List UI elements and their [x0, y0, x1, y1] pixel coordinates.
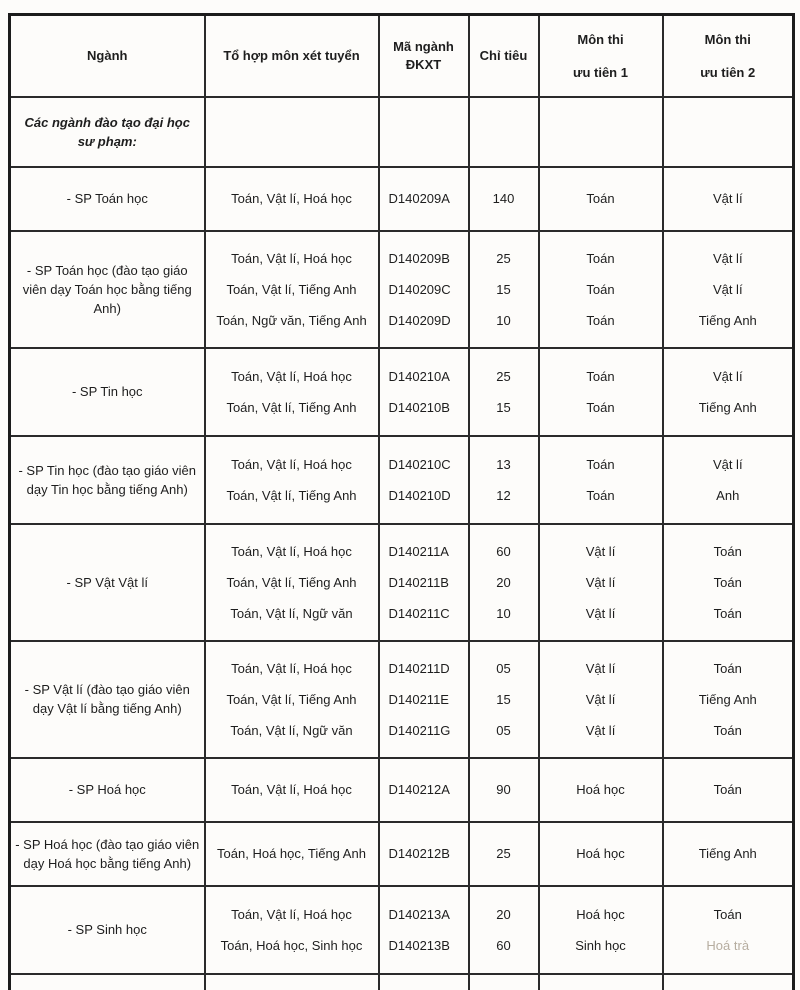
value-chi-tieu: 60 [496, 543, 511, 559]
value-ma-nganh: D140211G [388, 722, 451, 738]
cell-chi-tieu [469, 436, 539, 524]
value-chi-tieu: 25 [496, 368, 511, 384]
value-chi-tieu: 25 [496, 250, 511, 266]
cell-nganh [10, 758, 205, 822]
value-to-hop: Toán, Vật lí, Tiếng Anh [226, 399, 357, 415]
value-to-hop: Toán, Vật lí, Tiếng Anh [226, 691, 357, 707]
value-ma-nganh: D140209D [388, 312, 451, 328]
value-chi-tieu: 60 [496, 937, 511, 953]
value-uu-tien-2: Vật lí [712, 368, 743, 384]
cell-chi-tieu [469, 524, 539, 641]
value-uu-tien-1: Vật lí [585, 660, 616, 676]
value-to-hop: Toán, Vật lí, Hoá học [231, 782, 352, 797]
value-uu-tien-2: Toán [713, 782, 742, 797]
header-line: ưu tiên 2 [700, 64, 756, 80]
section-sp-vat-li [10, 524, 794, 641]
cell-chi-tieu [469, 167, 539, 231]
nganh-label: - SP Toán học [66, 191, 148, 206]
cell-ma-nganh [379, 524, 469, 641]
value-to-hop: Toán, Hoá học, Sinh học [220, 937, 363, 953]
value-uu-tien-2: Toán [713, 574, 742, 590]
cell-to-hop [205, 974, 379, 990]
cell-uu-tien-1 [539, 886, 663, 974]
cell-uu-tien-1 [539, 758, 663, 822]
value-ma-nganh: D140212B [388, 846, 450, 861]
col-header-chi-tieu [469, 15, 539, 97]
cell-ma-nganh [379, 758, 469, 822]
cell-nganh [10, 886, 205, 974]
cell-uu-tien-1 [539, 974, 663, 990]
cell-nganh [10, 97, 205, 167]
cell-to-hop [205, 641, 379, 758]
cell-ma-nganh [379, 348, 469, 436]
value-uu-tien-1: Hoá học [576, 846, 625, 861]
value-to-hop: Toán, Ngữ văn, Tiếng Anh [216, 312, 367, 328]
cell-uu-tien-2 [663, 974, 794, 990]
cell-uu-tien-2 [663, 886, 794, 974]
admissions-table [8, 13, 795, 990]
nganh-label: - SP Toán học (đào tạo giáo viên dạy Toán học bằng tiếng Anh) [22, 262, 192, 316]
nganh-label: - SP Vật lí (đào tạo giáo viên dạy Vật lí bằng tiếng Anh) [24, 682, 190, 716]
value-to-hop: Toán, Vật lí, Hoá học [231, 456, 352, 472]
cell-chi-tieu [469, 974, 539, 990]
section-sp-tin-hoc [10, 348, 794, 436]
cell-uu-tien-2 [663, 641, 794, 758]
value-ma-nganh: D140209B [388, 250, 450, 266]
section-partial-next-row [10, 974, 794, 990]
value-uu-tien-2: Vật lí [712, 191, 743, 206]
cell-ma-nganh [379, 641, 469, 758]
col-header-nganh [10, 15, 205, 97]
cell-nganh [10, 436, 205, 524]
value-uu-tien-2: Tiếng Anh [698, 312, 757, 328]
value-ma-nganh: D140210C [388, 456, 451, 472]
value-to-hop: Toán, Vật lí, Hoá học [231, 906, 352, 922]
value-to-hop: Toán, Vật lí, Tiếng Anh [226, 281, 357, 297]
nganh-label: - SP Sinh học [67, 922, 147, 937]
nganh-label: - SP Hoá học [68, 782, 146, 797]
section-group-header [10, 97, 794, 167]
value-uu-tien-2: Toán [713, 906, 742, 922]
cell-nganh [10, 524, 205, 641]
nganh-label: - SP Tin học [71, 384, 143, 399]
value-ma-nganh: D140211C [388, 605, 450, 621]
cell-to-hop [205, 436, 379, 524]
section-sp-toan-hoc-tieng-anh [10, 231, 794, 348]
value-uu-tien-2: Toán [713, 605, 742, 621]
value-uu-tien-1: Toán [586, 487, 615, 503]
value-to-hop: Toán, Vật lí, Ngữ văn [230, 722, 353, 738]
cell-nganh [10, 231, 205, 348]
cell-to-hop [205, 167, 379, 231]
value-to-hop: Toán, Vật lí, Tiếng Anh [226, 487, 357, 503]
header-line: Tổ hợp môn xét tuyển [223, 47, 360, 63]
cell-uu-tien-2 [663, 231, 794, 348]
cell-uu-tien-1 [539, 97, 663, 167]
cell-uu-tien-1 [539, 436, 663, 524]
cell-ma-nganh [379, 436, 469, 524]
value-uu-tien-2: Toán [713, 660, 742, 676]
value-uu-tien-1: Vật lí [585, 543, 616, 559]
value-uu-tien-1: Vật lí [585, 574, 616, 590]
section-sp-hoa-hoc-tieng-anh [10, 822, 794, 886]
cell-uu-tien-1 [539, 822, 663, 886]
value-uu-tien-1: Hoá học [576, 782, 625, 797]
value-uu-tien-1: Vật lí [585, 605, 616, 621]
value-chi-tieu: 90 [496, 782, 511, 797]
value-chi-tieu: 15 [496, 691, 511, 707]
col-header-uu-tien-1 [539, 15, 663, 97]
value-ma-nganh: D140212A [388, 782, 450, 797]
value-to-hop: Toán, Vật lí, Hoá học [231, 368, 352, 384]
cell-to-hop [205, 348, 379, 436]
cell-uu-tien-1 [539, 641, 663, 758]
cell-chi-tieu [469, 886, 539, 974]
value-uu-tien-1: Toán [586, 368, 615, 384]
value-to-hop: Toán, Vật lí, Hoá học [231, 191, 352, 206]
cell-ma-nganh [379, 974, 469, 990]
value-chi-tieu: 15 [496, 399, 511, 415]
cell-uu-tien-1 [539, 231, 663, 348]
value-chi-tieu: 13 [496, 456, 511, 472]
cell-nganh [10, 167, 205, 231]
value-uu-tien-2: Vật lí [712, 250, 743, 266]
cell-uu-tien-1 [539, 167, 663, 231]
cell-chi-tieu [469, 97, 539, 167]
cell-nganh [10, 822, 205, 886]
value-to-hop: Toán, Vật lí, Hoá học [231, 543, 352, 559]
value-chi-tieu: 05 [496, 660, 511, 676]
header-line: Môn thi [577, 31, 624, 47]
cell-uu-tien-2 [663, 97, 794, 167]
cell-uu-tien-2 [663, 348, 794, 436]
value-ma-nganh: D140210B [388, 399, 450, 415]
value-chi-tieu: 12 [496, 487, 511, 503]
group-heading: Các ngành đào tạo đại học sư phạm: [24, 114, 190, 149]
value-uu-tien-1: Toán [586, 250, 615, 266]
value-to-hop: Toán, Vật lí, Hoá học [231, 660, 352, 676]
value-to-hop: Toán, Vật lí, Hoá học [231, 250, 352, 266]
value-chi-tieu: 25 [496, 846, 511, 861]
value-chi-tieu: 10 [496, 312, 511, 328]
value-uu-tien-1: Sinh học [575, 937, 626, 953]
header-line: Chỉ tiêu [479, 47, 528, 63]
value-ma-nganh: D140213A [388, 906, 450, 922]
cell-uu-tien-1 [539, 348, 663, 436]
value-ma-nganh: D140211B [388, 574, 449, 590]
value-uu-tien-1: Vật lí [585, 691, 616, 707]
cell-to-hop [205, 231, 379, 348]
header-line: Ngành [87, 47, 128, 63]
header-line: Môn thi [704, 31, 751, 47]
cell-chi-tieu [469, 641, 539, 758]
value-uu-tien-2: Toán [713, 543, 742, 559]
col-header-uu-tien-2 [663, 15, 794, 97]
cell-to-hop [205, 97, 379, 167]
cell-uu-tien-2 [663, 436, 794, 524]
value-uu-tien-2: Tiếng Anh [698, 846, 757, 861]
cell-chi-tieu [469, 822, 539, 886]
value-uu-tien-1: Toán [586, 281, 615, 297]
cell-uu-tien-2 [663, 167, 794, 231]
value-uu-tien-2: Tiếng Anh [698, 399, 757, 415]
nganh-label: - SP Hoá học (đào tạo giáo viên dạy Hoá học bằng tiếng Anh) [15, 836, 200, 871]
cell-to-hop [205, 758, 379, 822]
value-uu-tien-2: Anh [716, 487, 740, 503]
cell-chi-tieu [469, 348, 539, 436]
value-ma-nganh: D140209C [388, 281, 451, 297]
table-body [10, 97, 794, 990]
value-to-hop: Toán, Hoá học, Tiếng Anh [217, 846, 366, 861]
cell-to-hop [205, 886, 379, 974]
value-uu-tien-1: Toán [586, 399, 615, 415]
value-uu-tien-2: Tiếng Anh [698, 691, 757, 707]
value-chi-tieu: 10 [496, 605, 511, 621]
nganh-label: - SP Tin học (đào tạo giáo viên dạy Tin học bằng tiếng Anh) [18, 462, 197, 497]
cell-chi-tieu [469, 758, 539, 822]
header-line: ĐKXT [405, 56, 442, 72]
cell-ma-nganh [379, 231, 469, 348]
value-uu-tien-2: Toán [713, 722, 742, 738]
cell-ma-nganh [379, 167, 469, 231]
value-uu-tien-2: Hoá trà [706, 937, 750, 953]
section-sp-sinh-hoc [10, 886, 794, 974]
header-row [10, 15, 794, 97]
cell-to-hop [205, 822, 379, 886]
cell-uu-tien-2 [663, 758, 794, 822]
cell-ma-nganh [379, 886, 469, 974]
value-uu-tien-1: Toán [586, 312, 615, 328]
cell-ma-nganh [379, 97, 469, 167]
value-to-hop: Toán, Vật lí, Tiếng Anh [226, 574, 357, 590]
value-to-hop: Toán, Vật lí, Ngữ văn [230, 605, 353, 621]
cell-to-hop [205, 524, 379, 641]
cell-uu-tien-2 [663, 524, 794, 641]
value-ma-nganh: D140211E [388, 691, 449, 707]
section-sp-hoa-hoc [10, 758, 794, 822]
value-ma-nganh: D140210D [388, 487, 451, 503]
value-uu-tien-2: Vật lí [712, 456, 743, 472]
value-chi-tieu: 140 [492, 191, 515, 206]
value-chi-tieu: 20 [496, 906, 511, 922]
cell-uu-tien-1 [539, 524, 663, 641]
value-uu-tien-1: Toán [586, 191, 615, 206]
value-ma-nganh: D140211A [388, 543, 449, 559]
value-ma-nganh: D140211D [388, 660, 450, 676]
cell-uu-tien-2 [663, 822, 794, 886]
nganh-label: - SP Vật Vật lí [66, 574, 148, 590]
col-header-ma-nganh [379, 15, 469, 97]
value-chi-tieu: 20 [496, 574, 511, 590]
value-chi-tieu: 15 [496, 281, 511, 297]
section-sp-toan-hoc [10, 167, 794, 231]
header-line: ưu tiên 1 [573, 64, 628, 80]
value-uu-tien-1: Toán [586, 456, 615, 472]
cell-nganh [10, 641, 205, 758]
value-ma-nganh: D140213B [388, 937, 450, 953]
section-sp-vat-li-tieng-anh [10, 641, 794, 758]
cell-ma-nganh [379, 822, 469, 886]
cell-nganh [10, 974, 205, 990]
value-chi-tieu: 05 [496, 722, 511, 738]
value-ma-nganh: D140210A [388, 368, 450, 384]
value-uu-tien-1: Vật lí [585, 722, 616, 738]
col-header-to-hop [205, 15, 379, 97]
value-uu-tien-1: Hoá học [576, 906, 625, 922]
cell-chi-tieu [469, 231, 539, 348]
cell-nganh [10, 348, 205, 436]
value-uu-tien-2: Vật lí [712, 281, 743, 297]
section-sp-tin-hoc-tieng-anh [10, 436, 794, 524]
header-line: Mã ngành [393, 38, 454, 54]
value-ma-nganh: D140209A [388, 191, 450, 206]
